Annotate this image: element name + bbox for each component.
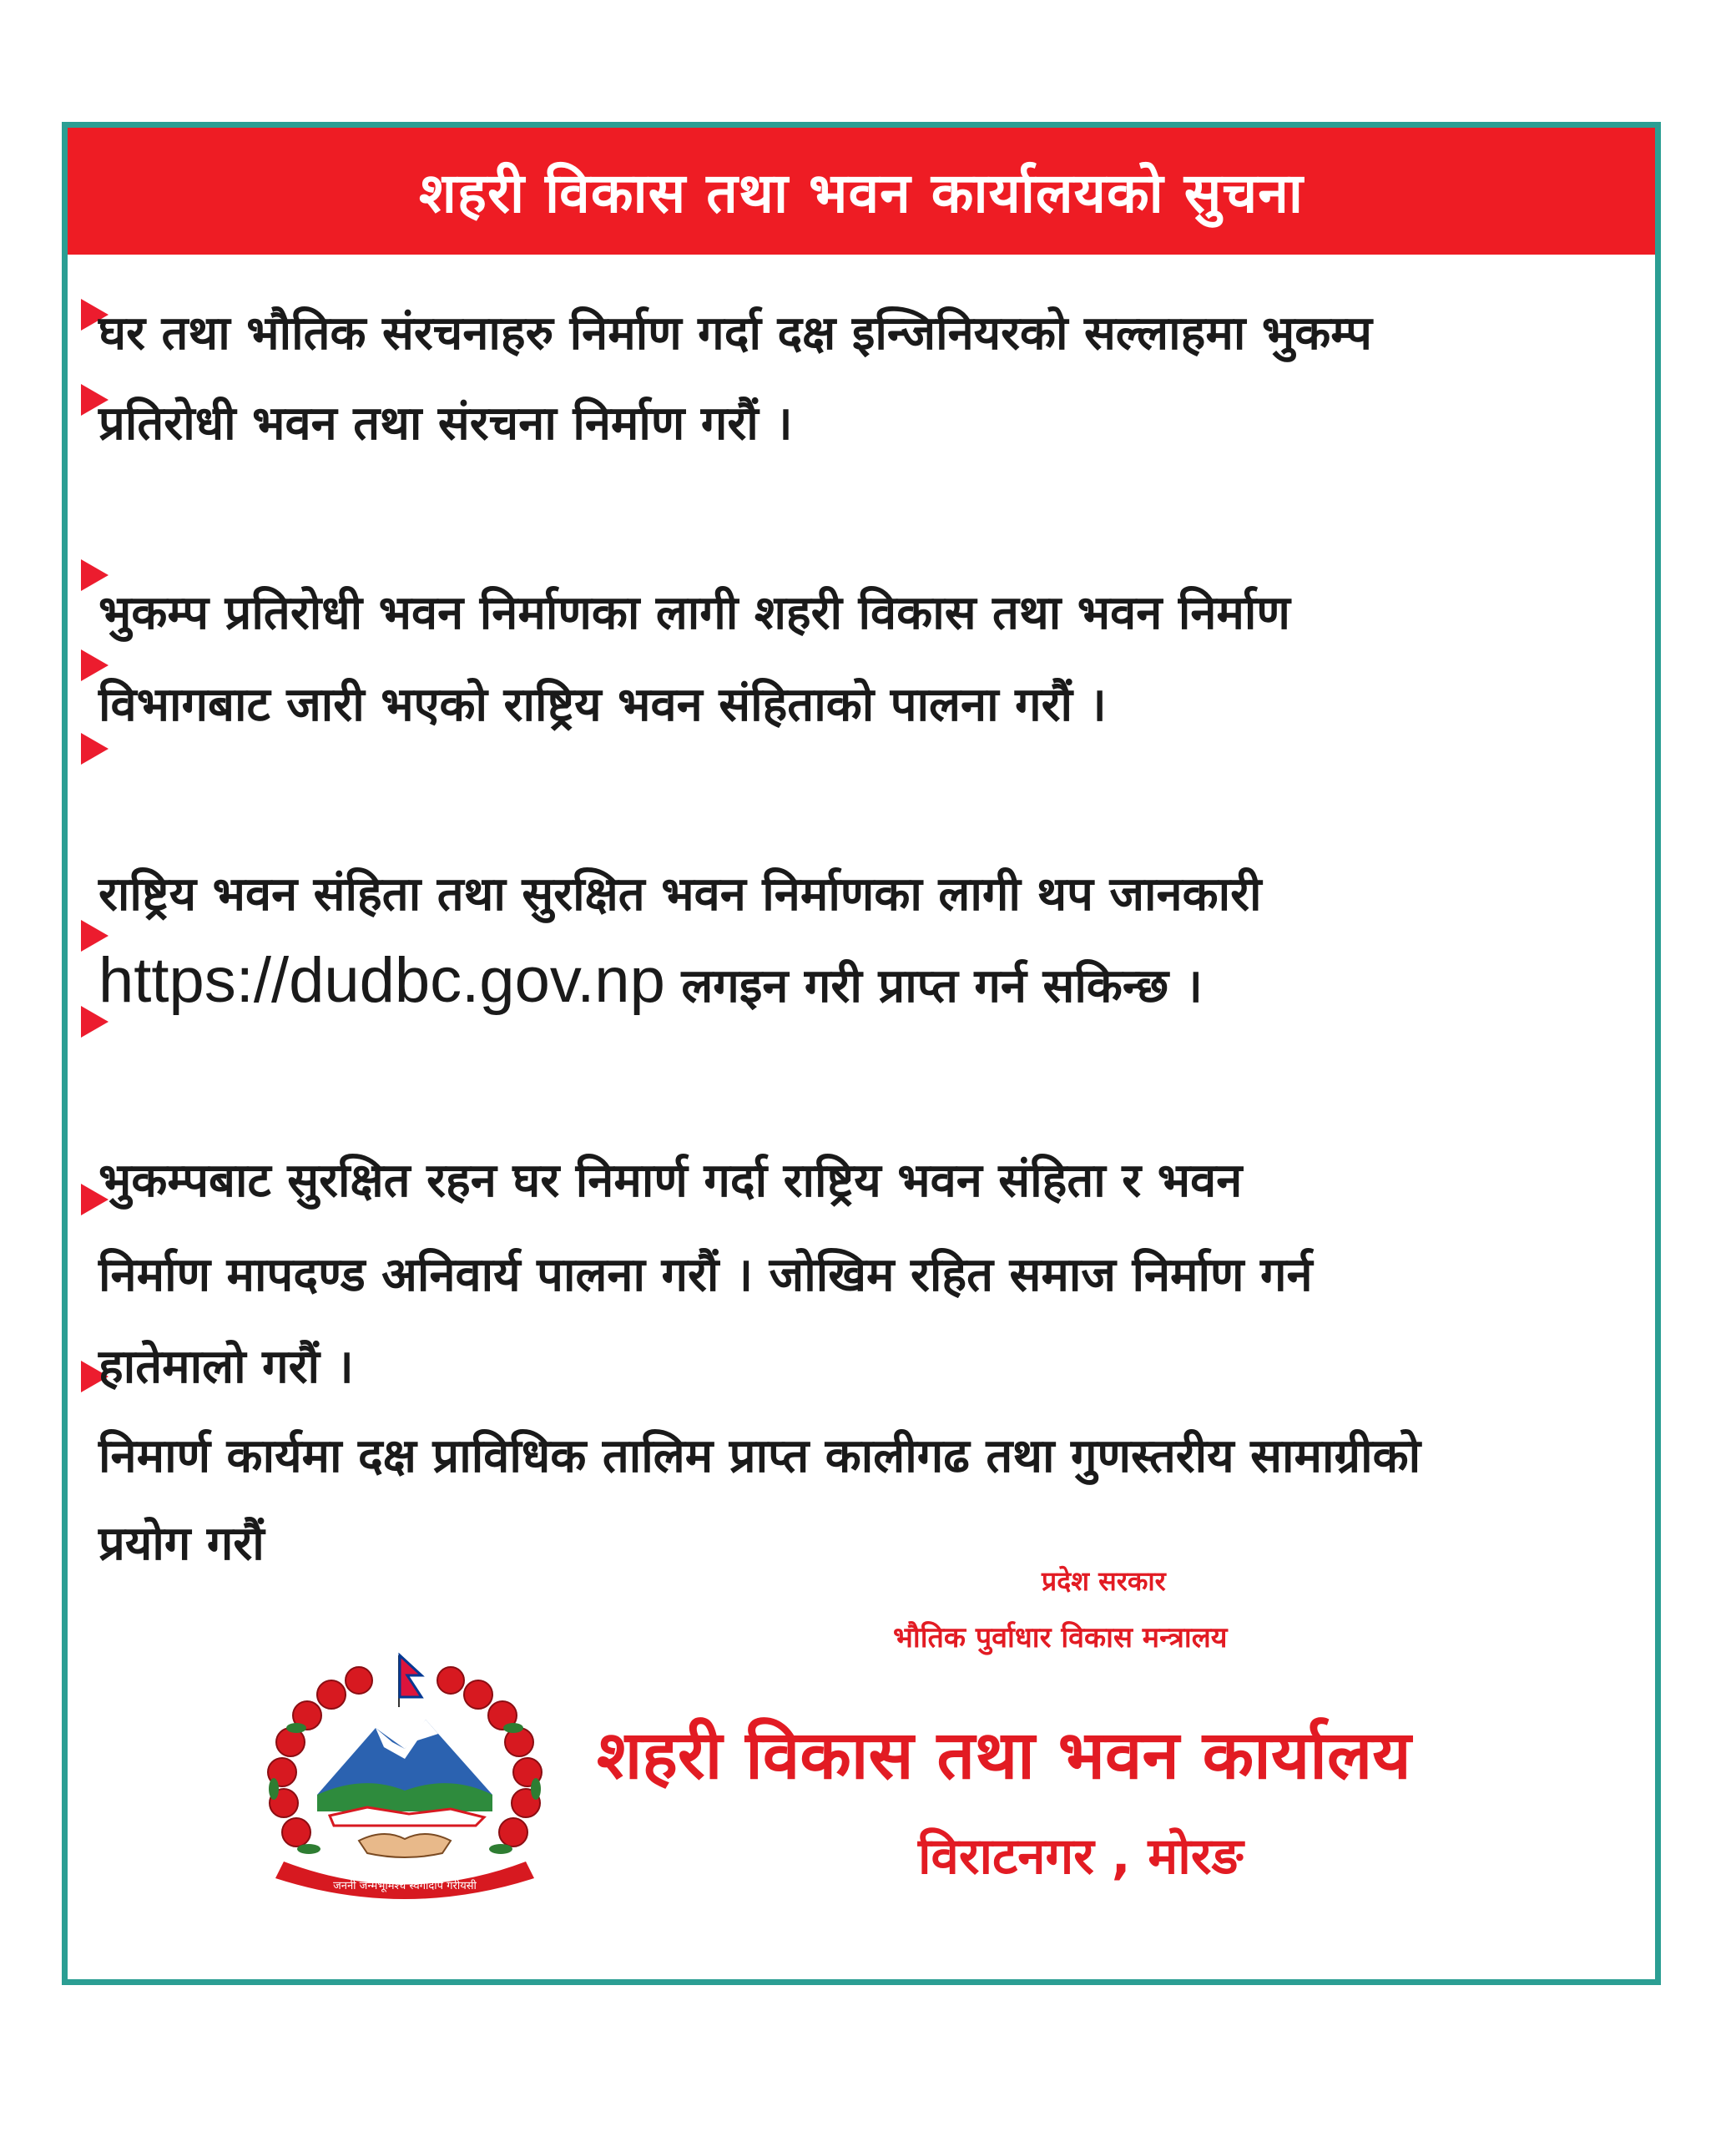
nepal-emblem-icon (250, 1649, 559, 1907)
emblem-motto: जननी जन्मभूमिश्च स्वर्गादपि गरीयसी (333, 1880, 477, 1892)
notice-line-url (98, 947, 1203, 1020)
notice-line: निमार्ण कार्यमा दक्ष प्राविधिक तालिम प्राप्त कालीगढ तथा गुणस्तरीय सामाग्रीको (98, 1429, 1421, 1483)
banner-title: शहरी विकास तथा भवन कार्यालयको सुचना (419, 161, 1304, 225)
header-banner (68, 128, 1655, 255)
notice-line: हातेमालो गरौं । (98, 1340, 354, 1394)
website-url[interactable]: https://dudbc.gov.np (98, 945, 665, 1016)
notice-line: घर तथा भौतिक संरचनाहरु निर्माण गर्दा दक्ष इन्जिनियरको सल्लाहमा भुकम्प (98, 306, 1372, 361)
notice-line: निर्माण मापदण्ड अनिवार्य पालना गरौं । जोखिम रहित समाज निर्माण गर्न (98, 1248, 1313, 1302)
government-label: प्रदेश सरकार (1042, 1565, 1166, 1597)
notice-line: भुकम्प प्रतिरोधी भवन निर्माणका लागी शहरी विकास तथा भवन निर्माण (98, 586, 1290, 640)
ministry-label: भौतिक पुर्वाधार विकास मन्त्रालय (893, 1621, 1228, 1655)
office-name: शहरी विकास तथा भवन कार्यालय (597, 1716, 1411, 1794)
notice-line-rest: लगइन गरी प्राप्त गर्न सकिन्छ । (664, 959, 1203, 1013)
office-location: विराटनगर , मोरङ (918, 1827, 1244, 1886)
notice-line: प्रयोग गरौं (98, 1517, 265, 1571)
notice-line: प्रतिरोधी भवन तथा संरचना निर्माण गरौं । (98, 397, 793, 451)
notice-line: विभागबाट जारी भएको राष्ट्रिय भवन संहिताको पालना गरौं । (98, 678, 1107, 732)
notice-line: भुकम्पबाट सुरक्षित रहन घर निमार्ण गर्दा राष्ट्रिय भवन संहिता र भवन (98, 1154, 1243, 1208)
notice-line: राष्ट्रिय भवन संहिता तथा सुरक्षित भवन निर्माणका लागी थप जानकारी (98, 867, 1262, 922)
